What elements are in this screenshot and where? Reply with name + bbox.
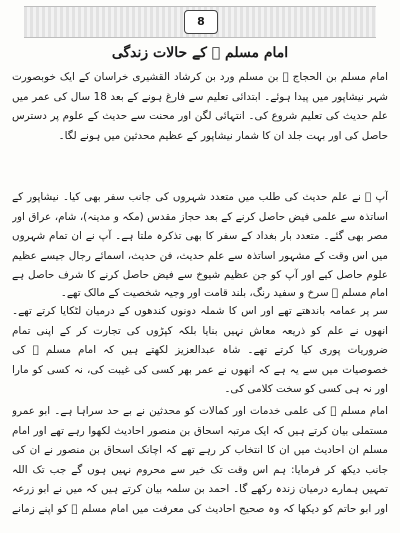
page-number: 8: [184, 10, 218, 34]
paragraph-appearance: امام مسلم ﷫ سرخ و سفید رنگ، بلند قامت اور وجیہ شخصیت کے مالک تھے۔: [60, 287, 388, 299]
paragraph-character: سر پر عمامہ باندھتے تھے اور اس کا شملہ دونوں کندھوں کے درمیان لٹکایا کرتے تھے۔ انھوں نے علم کو ذریعہ معاش نہیں بنایا بلکہ کپڑوں کی تجارت کر کے اپنی تمام ضروریات پوری کیا کرتے تھے۔ شاہ عبدالعزیز لکھتے ہیں کہ امام مسلم ﷫ کی خصوصیات میں سے یہ ہے کہ انھوں نے عمر بھر کسی کی غیبت کی، نہ کسی کو مارا اور نہ ہی کسی کو سخت کلامی کی۔: [12, 305, 388, 396]
paragraph-scholarship: امام مسلم ﷫ کی علمی خدمات اور کمالات کو محدثین نے بے حد سراہا ہے۔ ابو عمرو مستملی بیان کرتے ہیں کہ ایک مرتبہ اسحاق بن منصور احادیث لکھوا رہے تھے اور امام مسلم ان احادیث میں ان کا انتخاب کر رہے تھے کہ اچانک اسحاق بن منصور نے ان کی جانب دیکھ کر فرمایا: ہم اس وقت تک خیر سے محروم نہیں ہوں گے جب تک اللہ تمہیں ہمارے درمیان زندہ رکھے گا۔ احمد بن سلمہ بیان کرتے ہیں کہ میں نے ابو زرعہ اور ابو حاتم کو دیکھا کہ وہ صحیح احادیث کی معرفت میں امام مسلم ﷫ کو اپنے زمانے: [12, 405, 388, 515]
paragraph-intro: امام مسلم بن الحجاج ﷫ بن مسلم ورد بن کرشاد القشیری خراسان کے ایک خوبصورت شہر نیشاپور میں پیدا ہوئے۔ ابتدائی تعلیم سے فارغ ہونے کے بعد 18 سال کی عمر میں علم حدیث کی تعلیم شروع کی۔ انتہائی لگن اور محنت سے حدیث کے علوم پر دسترس حاصل کی اور بہت جلد ان کا شمار نیشاپور کے عظیم محدثین میں ہونے لگا۔: [12, 71, 388, 142]
chapter-title: امام مسلم ﷫ کے حالات زندگی: [111, 45, 289, 61]
paragraph-travels: آپ ﷫ نے علم حدیث کی طلب میں متعدد شہروں کی جانب سفر بھی کیا۔ نیشاپور کے اساتذہ سے علمی فیض حاصل کرنے کے بعد حجاز مقدس (مکہ و مدینہ)، شام، عراق اور مصر بھی گئے۔ متعدد بار بغداد کے سفر کا بھی تذکرہ ملتا ہے۔ آپ نے ان تمام شہروں میں اس وقت کے مشہور اساتذہ سے علم حدیث، فن حدیث، اسمائے رجال جیسے عظیم علوم حاصل کیے اور آپ کو جن عظیم شیوخ سے فیض حاصل کرنے کا شرف حاصل ہے: [12, 191, 388, 282]
